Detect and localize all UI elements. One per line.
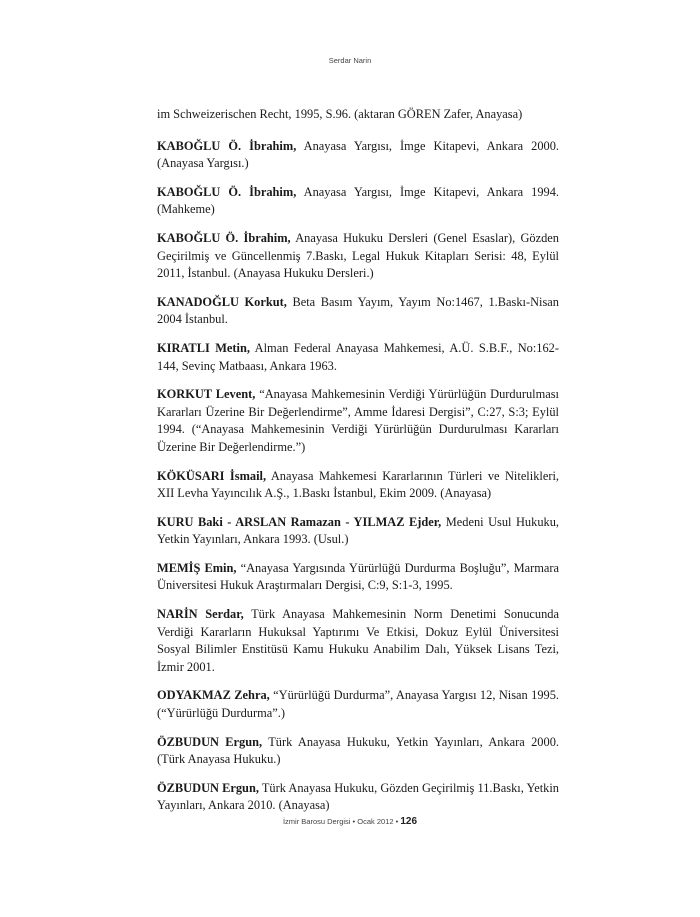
entry-author: KANADOĞLU Korkut, [157, 294, 287, 309]
bibliography-entry [157, 138, 559, 173]
bibliography-entry [157, 687, 559, 722]
entry-text: “Anayasa Yargısında Yürürlüğü Durdurma Boşluğu”, Marmara Üniversitesi Hukuk Araştırmaları Dergisi, C:9, S:1-3, 1995. [157, 560, 559, 593]
entry-author: MEMİŞ Emin, [157, 560, 237, 575]
entry-author: KURU Baki - ARSLAN Ramazan - YILMAZ Ejder, [157, 514, 442, 529]
entry-author: KABOĞLU Ö. İbrahim, [157, 138, 297, 153]
entry-author: ODYAKMAZ Zehra, [157, 688, 270, 703]
bibliography-entry [157, 560, 559, 595]
entry-text: Alman Federal Anayasa Mahkemesi, A.Ü. S.B.F., No:162-144, Sevinç Matbaası, Ankara 1963. [157, 340, 559, 373]
bibliography-entry [157, 606, 559, 676]
bibliography-entry [157, 468, 559, 503]
bibliography-entry [157, 340, 559, 375]
entry-author: KÖKÜSARI İsmail, [157, 468, 267, 483]
entry-text: Anayasa Yargısı, İmge Kitapevi, Ankara 2000. (Anayasa Yargısı.) [157, 138, 560, 171]
running-header: Serdar Narin [328, 56, 372, 65]
entry-text: Türk Anayasa Hukuku, Yetkin Yayınları, Ankara 2000. (Türk Anayasa Hukuku.) [157, 734, 559, 767]
bibliography-entry [157, 514, 559, 549]
entry-text: im Schweizerischen Recht, 1995, S.96. (aktaran GÖREN Zafer, Anayasa) [157, 107, 523, 121]
entry-text: Anayasa Mahkemesi Kararlarının Türleri ve Nitelikleri, XII Levha Yayıncılık A.Ş., 1.Baskı İstanbul, Ekim 2009. (Anayasa) [157, 468, 560, 501]
entry-author: NARİN Serdar, [157, 607, 244, 622]
entry-author: KIRATLI Metin, [157, 340, 250, 355]
entry-text: Beta Basım Yayım, Yayım No:1467, 1.Baskı-Nisan 2004 İstanbul. [157, 294, 559, 327]
entry-text: Anayasa Yargısı, İmge Kitapevi, Ankara 1994. (Mahkeme) [157, 184, 560, 217]
entry-text: Türk Anayasa Mahkemesinin Norm Denetimi Sonucunda Verdiği Kararların Hukuksal Yaptırımı Ve Etkisi, Dokuz Eylül Üniversitesi Sosyal Bilimler Enstitüsü Kamu Hukuku Anabilim Dalı, Yüksek Lisans Tezi, İzmir 2001. [157, 607, 559, 674]
bibliography-entry [157, 230, 559, 283]
entry-author: KABOĞLU Ö. İbrahim, [157, 184, 297, 199]
entry-author: ÖZBUDUN Ergun, [157, 780, 259, 795]
bibliography-entry [157, 294, 559, 329]
entry-text: Anayasa Hukuku Dersleri (Genel Esaslar), Gözden Geçirilmiş ve Güncellenmiş 7.Baskı, Legal Hukuk Kitapları Serisi: 48, Eylül 2011, İstanbul. (Anayasa Hukuku Dersleri.) [157, 230, 559, 281]
bibliography-entry [157, 386, 559, 456]
entry-author: KABOĞLU Ö. İbrahim, [157, 230, 291, 245]
bibliography-entry [157, 780, 559, 815]
page-number: 126 [400, 816, 418, 827]
journal-info: İzmir Barosu Dergisi • Ocak 2012 • [282, 817, 399, 826]
entry-author: KORKUT Levent, [157, 387, 256, 402]
entry-text: “Anayasa Mahkemesinin Verdiği Yürürlüğün Durdurulması Kararları Üzerine Bir Değerlendirme”, Amme İdaresi Dergisi”, C:27, S:3; Eylül 1994. (“Anayasa Mahkemesinin Verdiği Yürürlüğün Durdurulması Kararları Üzerine Bir Değerlendirme.”) [157, 387, 559, 454]
bibliography-entry [157, 184, 559, 219]
bibliography-list [157, 106, 559, 826]
entry-author: ÖZBUDUN Ergun, [157, 734, 263, 749]
entry-text: “Yürürlüğü Durdurma”, Anayasa Yargısı 12, Nisan 1995. (“Yürürlüğü Durdurma”.) [157, 688, 560, 721]
entry-text: Türk Anayasa Hukuku, Gözden Geçirilmiş 11.Baskı, Yetkin Yayınları, Ankara 2010. (Anayasa) [157, 780, 559, 813]
bibliography-entry [157, 734, 559, 769]
bibliography-entry [157, 106, 559, 124]
page-footer [0, 816, 700, 827]
entry-text: Medeni Usul Hukuku, Yetkin Yayınları, Ankara 1993. (Usul.) [157, 514, 559, 547]
